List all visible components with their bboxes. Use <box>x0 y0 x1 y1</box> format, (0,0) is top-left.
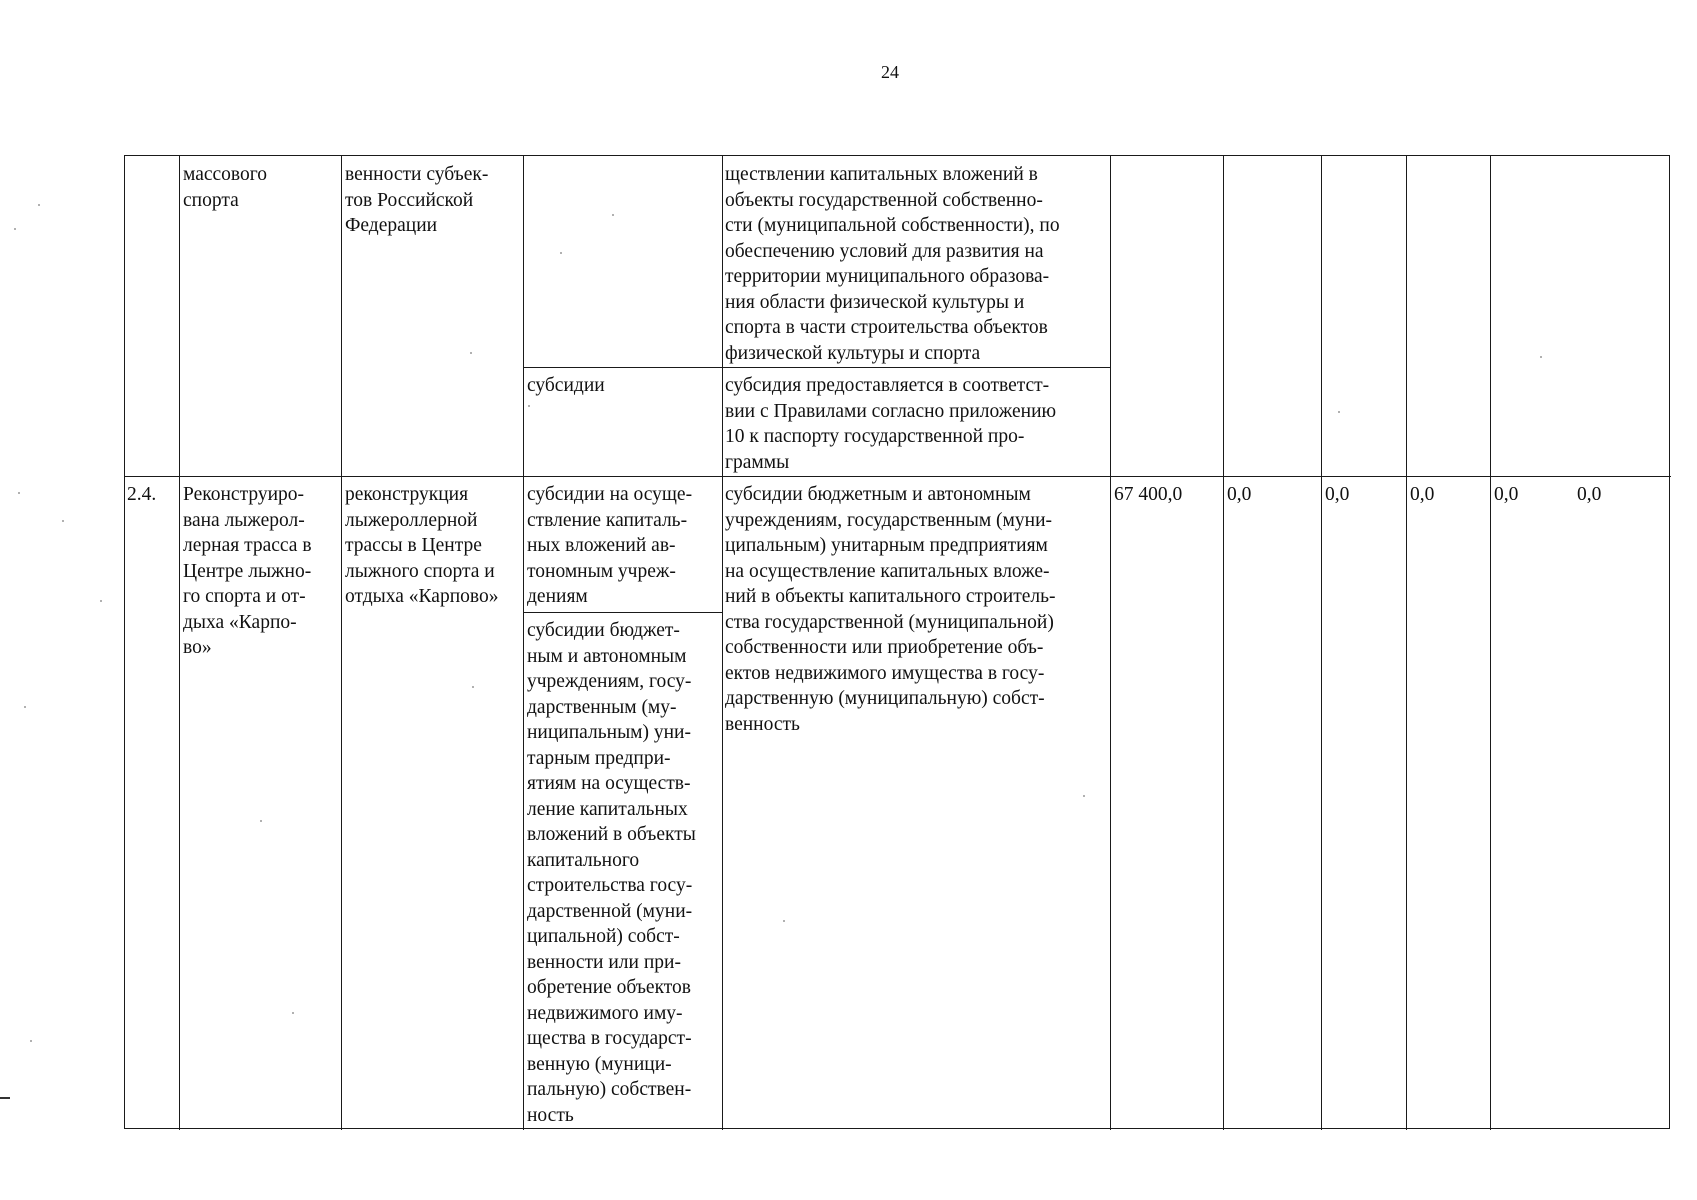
type-divider-row-2-4 <box>523 612 722 613</box>
value-year-4-cell: 0,0 <box>1494 484 1519 505</box>
continued-subsidy-description-cell: субсидия предоставляется в соответст- вии с Правилами согласно приложению 10 к паспорту государственной про- граммы <box>725 375 1057 473</box>
row-type-budget-cell: субсидии бюджет- ным и автономным учреждениям, госу- дарственным (му- ниципальным) уни- тарным предпри- ятиям на осуществ- ление капитальных вложений в объекты капитального строительства госу- дарственной (муни- ципальной) собст- венности или при- обретение объектов недвижимого иму- щества в государст- венную (муници- пальную) собствен- ность <box>527 620 696 1126</box>
scan-speck <box>528 405 530 407</box>
value-year-1-cell: 0,0 <box>1227 484 1252 505</box>
scan-speck <box>472 686 474 688</box>
subsidy-divider-top <box>523 367 1110 368</box>
value-total-cell: 67 400,0 <box>1114 484 1183 505</box>
row-type-capital-cell: субсидии на осуще- ствление капиталь- ных вложений ав- тономным учреж- дениям <box>527 484 693 607</box>
continued-subsidy-type-cell: субсидии <box>527 375 605 396</box>
scan-speck <box>292 1012 294 1014</box>
col-divider-5 <box>1110 156 1111 1130</box>
col-divider-7 <box>1321 156 1322 1130</box>
page-number: 24 <box>881 62 899 82</box>
row-event-cell: реконструкция лыжероллерной трассы в Центре лыжного спорта и отдыха «Карпово» <box>345 484 499 607</box>
scan-speck <box>38 204 40 206</box>
continued-result-cell: массового спорта <box>183 164 268 211</box>
scan-speck <box>1540 356 1542 358</box>
margin-mark <box>0 1097 10 1099</box>
scan-speck <box>560 252 562 254</box>
scan-speck <box>260 820 262 822</box>
scan-speck <box>18 492 20 494</box>
col-divider-2 <box>341 156 342 1130</box>
budget-table <box>124 155 1670 1129</box>
scan-speck <box>1083 795 1085 797</box>
row-divider-2-4 <box>125 476 1671 477</box>
continued-event-cell: венности субъек- тов Российской Федерации <box>345 164 489 236</box>
scan-speck <box>30 1040 32 1042</box>
scan-speck <box>24 706 26 708</box>
continued-description-cell: ществлении капитальных вложений в объекты государственной собственно- сти (муниципальной собственности), по обеспечению условий для развития на территории муниципального образова- ния области физической культуры и спорта в части строительства объектов физической культуры и спорта <box>725 164 1060 364</box>
value-year-2-cell: 0,0 <box>1325 484 1350 505</box>
scan-speck <box>100 600 102 602</box>
row-number-cell: 2.4. <box>127 484 157 505</box>
col-divider-8 <box>1406 156 1407 1130</box>
scan-speck <box>1338 411 1340 413</box>
value-year-5-cell: 0,0 <box>1577 484 1602 505</box>
col-divider-3 <box>523 156 524 1130</box>
row-description-cell: субсидии бюджетным и автономным учреждениям, государственным (муни- ципальным) унитарным предприятиям на осуществление капитальных вложе- ний в объекты капитального строитель- ства государственной (муниципальной) собственности или приобретение объ- ектов недвижимого имущества в госу- дарственную (муниципальную) собст- венность <box>725 484 1056 735</box>
col-divider-9 <box>1490 156 1491 1130</box>
col-divider-1 <box>179 156 180 1130</box>
col-divider-6 <box>1223 156 1224 1130</box>
scan-speck <box>470 352 472 354</box>
value-year-3-cell: 0,0 <box>1410 484 1435 505</box>
col-divider-4 <box>722 156 723 1130</box>
scan-speck <box>14 228 16 230</box>
scan-speck <box>612 214 614 216</box>
row-result-cell: Реконструиро- вана лыжерол- лерная трасса в Центре лыжно- го спорта и от- дыха «Карпо- во» <box>183 484 312 658</box>
scan-speck <box>783 920 785 922</box>
scan-speck <box>62 520 64 522</box>
